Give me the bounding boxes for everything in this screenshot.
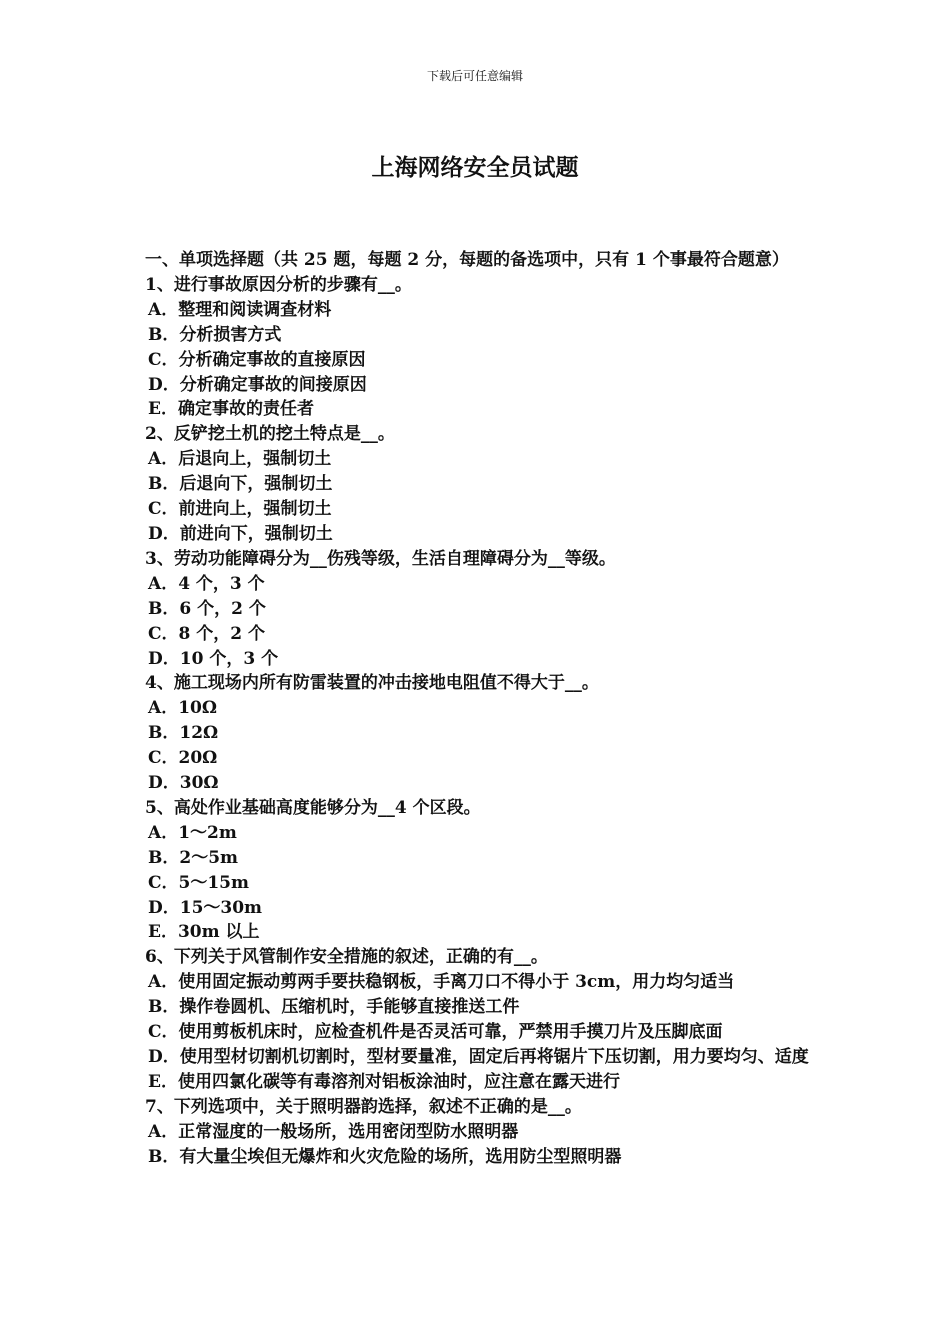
option-c: C．5～15m xyxy=(148,872,250,893)
question-stem: 4、施工现场内所有防雷装置的冲击接地电阻值不得大于__。 xyxy=(145,673,599,694)
option-a: A．使用固定振动剪两手要扶稳钢板，手离刀口不得小于 3cm，用力均匀适当 xyxy=(148,972,735,993)
option-b: B．后退向下，强制切土 xyxy=(148,474,333,495)
option-b: B．2～5m xyxy=(148,847,239,868)
question-4 xyxy=(145,671,813,796)
option-b: B．有大量尘埃但无爆炸和火灾危险的场所，选用防尘型照明器 xyxy=(148,1146,622,1167)
option-b: B．操作卷圆机、压缩机时，手能够直接推送工件 xyxy=(148,997,520,1018)
option-b: B．12Ω xyxy=(148,723,219,744)
option-c: C．使用剪板机床时，应检查机件是否灵活可靠，严禁用手摸刀片及压脚底面 xyxy=(148,1022,723,1043)
question-2 xyxy=(145,422,813,547)
option-d: D．30Ω xyxy=(148,773,219,794)
option-d: D．使用型材切割机切割时，型材要量准，固定后再将锯片下压切割，用力要均匀、适度 xyxy=(148,1047,809,1067)
option-d: D．10 个，3 个 xyxy=(148,648,279,669)
question-stem: 3、劳动功能障碍分为__伤残等级，生活自理障碍分为__等级。 xyxy=(145,548,616,569)
option-d: D．前进向下，强制切土 xyxy=(148,523,333,544)
option-d: D．分析确定事故的间接原因 xyxy=(148,374,367,395)
section-heading: 一、单项选择题（共 25 题，每题 2 分，每题的备选项中，只有 1 个事最符合题意） xyxy=(145,250,789,270)
option-e: E．确定事故的责任者 xyxy=(148,399,314,420)
option-e: E．使用四氯化碳等有毒溶剂对铝板涂油时，应注意在露天进行 xyxy=(148,1071,620,1092)
question-1 xyxy=(145,273,813,422)
option-a: A．正常湿度的一般场所，选用密闭型防水照明器 xyxy=(148,1121,519,1142)
document-title: 上海网络安全员试题 xyxy=(371,154,579,181)
option-b: B．6 个，2 个 xyxy=(148,598,266,619)
option-c: C．8 个，2 个 xyxy=(148,623,266,644)
question-stem: 1、进行事故原因分析的步骤有__。 xyxy=(145,274,412,295)
option-e: E．30m 以上 xyxy=(148,922,260,943)
question-stem: 5、高处作业基础高度能够分为__4 个区段。 xyxy=(145,797,481,818)
question-stem: 7、下列选项中，关于照明器韵选择，叙述不正确的是__。 xyxy=(145,1096,582,1117)
question-5 xyxy=(145,796,813,945)
option-a: A．后退向上，强制切土 xyxy=(148,449,332,470)
question-stem: 2、反铲挖土机的挖土特点是__。 xyxy=(145,424,395,445)
question-stem: 6、下列关于风管制作安全措施的叙述，正确的有__。 xyxy=(145,947,548,968)
question-7 xyxy=(145,1095,813,1170)
option-d: D．15～30m xyxy=(148,897,263,918)
option-b: B．分析损害方式 xyxy=(148,324,282,345)
option-a: A．10Ω xyxy=(148,698,217,719)
page-header-note: 下载后可任意编辑 xyxy=(426,69,523,83)
option-a: A．4 个，3 个 xyxy=(148,573,265,594)
option-a: A．1～2m xyxy=(148,822,237,843)
option-a: A．整理和阅读调查材料 xyxy=(148,299,332,320)
question-6 xyxy=(145,945,813,1094)
option-c: C．前进向上，强制切土 xyxy=(148,499,332,520)
question-3 xyxy=(145,547,813,672)
option-c: C．分析确定事故的直接原因 xyxy=(148,349,366,370)
option-c: C．20Ω xyxy=(148,748,218,769)
document-body xyxy=(145,248,813,1170)
